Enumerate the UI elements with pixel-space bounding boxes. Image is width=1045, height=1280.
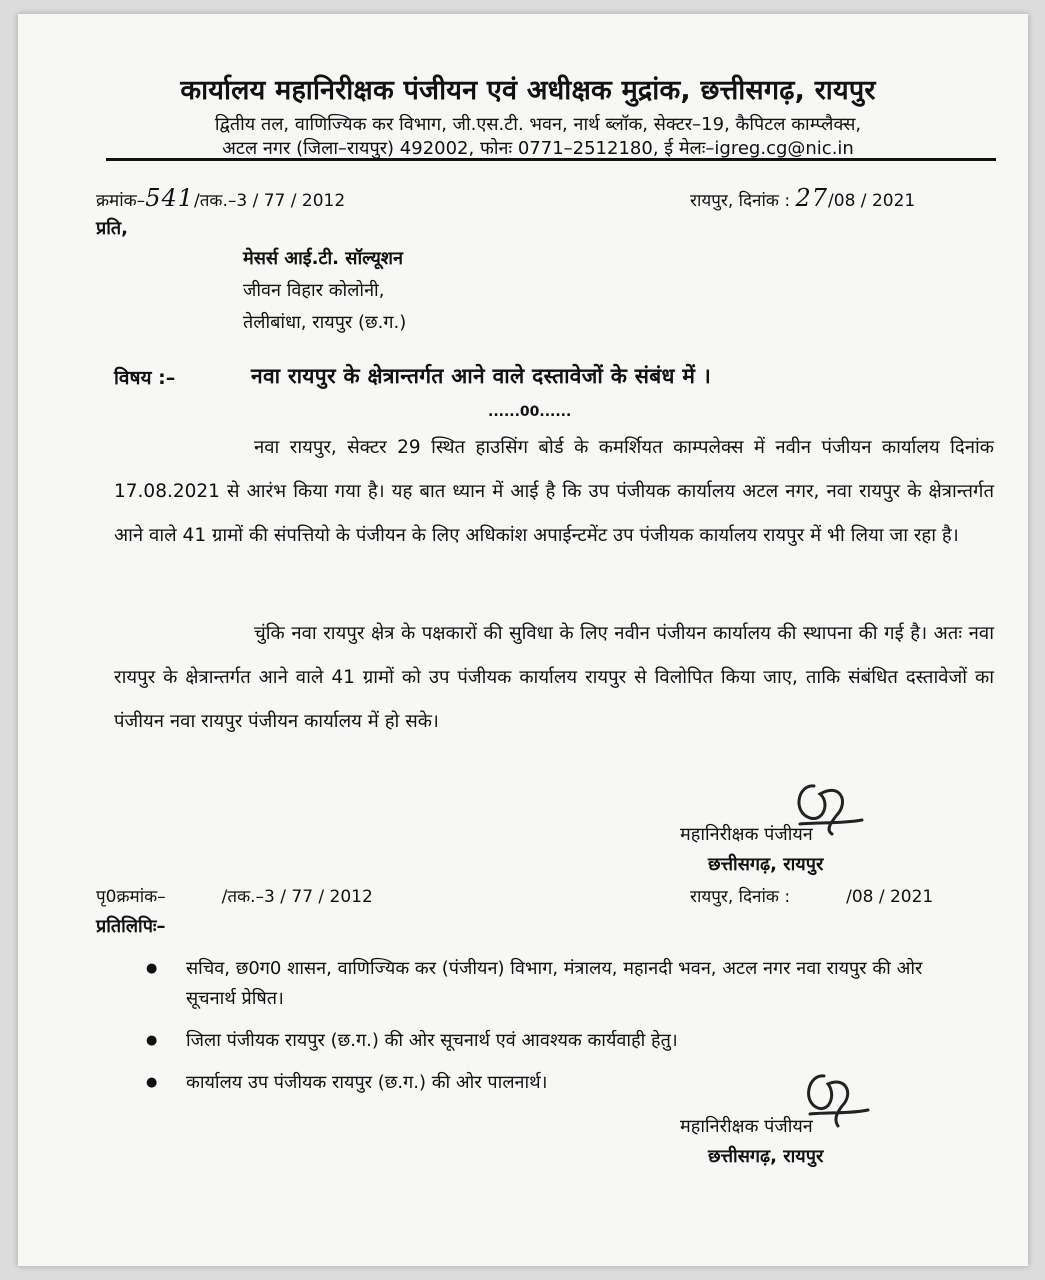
reference-number: क्रमांक–541/तक.–3 / 77 / 2012 [96, 184, 346, 212]
signatory-location-2: छत्तीसगढ़, रायपुर [708, 1146, 824, 1167]
recipient-address-line2: तेलीबांधा, रायपुर (छ.ग.) [243, 312, 407, 333]
copy-reference-date: रायपुर, दिनांक : /08 / 2021 [690, 887, 934, 907]
signatory-designation-1: महानिरीक्षक पंजीयन [680, 824, 813, 845]
letter-date: रायपुर, दिनांक : 27/08 / 2021 [690, 184, 916, 212]
office-title: कार्यालय महानिरीक्षक पंजीयन एवं अधीक्षक मुद्रांक, छत्तीसगढ़, रायपुर [180, 75, 876, 106]
body-paragraph-1: नवा रायपुर, सेक्टर 29 स्थित हाउसिंग बोर्ड के कमर्शियत काम्पलेक्स में नवीन पंजीयन कार्यालय दिनांक 17.08.2021 से आरंभ किया गया है। यह बात ध्यान में आई है कि उप पंजीयक कार्यालय अटल नगर, नवा रायपुर के क्षेत्रान्तर्गत आने वाले 41 ग्रामों की संपत्तियो के पंजीयन के लिए अधिकांश अपाईन्टमेंट उप पंजीयक कार्यालय रायपुर में भी लिया जा रहा है। [114, 437, 994, 546]
recipient-name: मेसर्स आई.टी. सॉल्यूशन [243, 248, 404, 269]
office-address-line2: अटल नगर (जिला–रायपुर) 492002, फोनः 0771–2512180, ई मेलः–igreg.cg@nic.in [222, 138, 854, 159]
subject-text: नवा रायपुर के क्षेत्रान्तर्गत आने वाले दस्तावेजों के संबंध में । [251, 364, 712, 388]
copy-to-label: प्रतिलिपिः– [96, 916, 166, 937]
copy-to-item: ● सचिव, छ0ग0 शासन, वाणिज्यिक कर (पंजीयन) विभाग, मंत्रालय, महानदी भवन, अटल नगर नवा रायपुर की ओर सूचनार्थ प्रेषित। [146, 954, 976, 1014]
signatory-designation-2: महानिरीक्षक पंजीयन [680, 1116, 813, 1137]
body-paragraph-2: चुंकि नवा रायपुर क्षेत्र के पक्षकारों की सुविधा के लिए नवीन पंजीयन कार्यालय की स्थापना की गई है। अतः नवा रायपुर के क्षेत्रान्तर्गत आने वाले 41 ग्रामों को उप पंजीयक कार्यालय रायपुर से विलोपित किया जाए, ताकि संबंधित दस्तावेजों का पंजीयन नवा रायपुर पंजीयन कार्यालय में हो सके। [114, 623, 994, 732]
letter-page [18, 14, 1028, 1266]
to-label: प्रति, [96, 218, 129, 239]
handwritten-reference-number: 541 [145, 184, 194, 212]
recipient-address-line1: जीवन विहार कोलोनी, [243, 280, 385, 301]
subject-label: विषय :– [114, 367, 176, 389]
copy-to-item: ● कार्यालय उप पंजीयक रायपुर (छ.ग.) की ओर पालनार्थ। [146, 1068, 976, 1098]
copy-to-item: ● जिला पंजीयक रायपुर (छ.ग.) की ओर सूचनार्थ एवं आवश्यक कार्यवाही हेतु। [146, 1026, 976, 1056]
signatory-location-1: छत्तीसगढ़, रायपुर [708, 854, 824, 875]
subject-divider: ......00...... [488, 404, 572, 420]
copy-reference-number: पृ0क्रमांक– /तक.–3 / 77 / 2012 [96, 887, 373, 907]
header-divider [106, 158, 996, 161]
office-address-line1: द्वितीय तल, वाणिज्यिक कर विभाग, जी.एस.टी. भवन, नार्थ ब्लॉक, सेक्टर–19, कैपिटल काम्प्लैक्स, [214, 114, 862, 135]
handwritten-date-day: 27 [795, 184, 829, 212]
